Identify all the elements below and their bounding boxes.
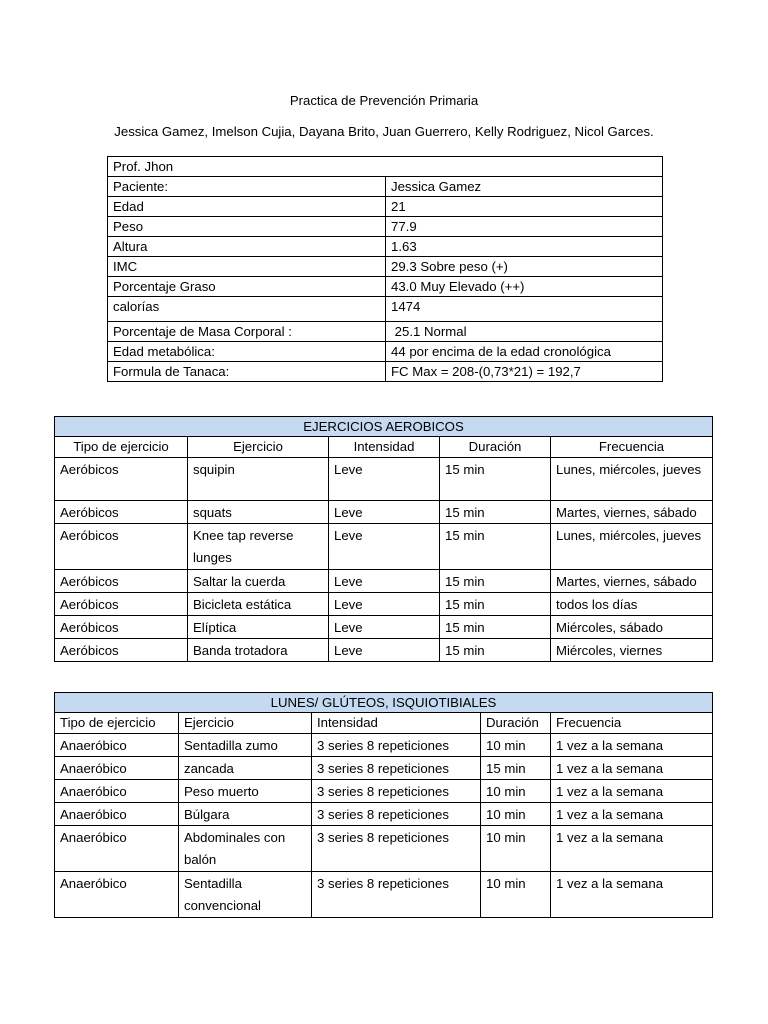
cell-exercise: Elíptica	[188, 616, 329, 639]
cell-duration: 15 min	[440, 616, 551, 639]
row-label: Altura	[108, 237, 386, 257]
table-row	[55, 780, 713, 803]
table-row	[55, 734, 713, 757]
cell-exercise: Sentadilla zumo	[179, 734, 312, 757]
cell-intensity: Leve	[329, 524, 440, 570]
cell-intensity: Leve	[329, 570, 440, 593]
table-row	[108, 217, 663, 237]
cell-type: Anaeróbico	[55, 872, 179, 918]
cell-intensity: Leve	[329, 593, 440, 616]
row-value: 77.9	[386, 217, 663, 237]
cell-exercise: squipin	[188, 458, 329, 501]
row-value: 1474	[386, 297, 663, 322]
cell-exercise: Bicicleta estática	[188, 593, 329, 616]
table-row	[55, 524, 713, 570]
column-header: Frecuencia	[551, 713, 713, 734]
table-row	[55, 616, 713, 639]
cell-frequency: 1 vez a la semana	[551, 757, 713, 780]
column-header: Frecuencia	[551, 437, 713, 458]
document-title: Practica de Prevención Primaria	[289, 93, 479, 108]
cell-intensity: 3 series 8 repeticiones	[312, 803, 481, 826]
cell-intensity: 3 series 8 repeticiones	[312, 734, 481, 757]
column-header: Ejercicio	[179, 713, 312, 734]
row-label: IMC	[108, 257, 386, 277]
cell-intensity: 3 series 8 repeticiones	[312, 826, 481, 872]
row-value: 29.3 Sobre peso (+)	[386, 257, 663, 277]
cell-intensity: Leve	[329, 639, 440, 662]
row-label: calorías	[108, 297, 386, 322]
table-row	[108, 157, 663, 177]
cell-exercise: Knee tap reverse lunges	[188, 524, 329, 570]
table-row	[108, 237, 663, 257]
cell-duration: 15 min	[440, 458, 551, 501]
cell-frequency: 1 vez a la semana	[551, 826, 713, 872]
cell-duration: 15 min	[440, 501, 551, 524]
cell-exercise: Banda trotadora	[188, 639, 329, 662]
cell-exercise: Peso muerto	[179, 780, 312, 803]
cell-intensity: Leve	[329, 501, 440, 524]
row-label: Paciente:	[108, 177, 386, 197]
cell-type: Anaeróbico	[55, 826, 179, 872]
row-label: Edad metabólica:	[108, 342, 386, 362]
cell-duration: 10 min	[481, 780, 551, 803]
column-header: Intensidad	[329, 437, 440, 458]
cell-frequency: 1 vez a la semana	[551, 780, 713, 803]
cell-duration: 15 min	[440, 570, 551, 593]
cell-exercise: Sentadilla convencional	[179, 872, 312, 918]
column-header: Intensidad	[312, 713, 481, 734]
row-label: Porcentaje de Masa Corporal :	[108, 322, 386, 342]
column-header-row	[55, 713, 713, 734]
table-row	[108, 322, 663, 342]
table-row	[108, 177, 663, 197]
cell-frequency: 1 vez a la semana	[551, 734, 713, 757]
cell-intensity: 3 series 8 repeticiones	[312, 780, 481, 803]
cell-frequency: Lunes, miércoles, jueves	[551, 524, 713, 570]
table-row	[55, 570, 713, 593]
cell-duration: 15 min	[481, 757, 551, 780]
cell-type: Aeróbicos	[55, 616, 188, 639]
table-row	[55, 639, 713, 662]
table-row	[108, 297, 663, 322]
cell-type: Aeróbicos	[55, 593, 188, 616]
column-header: Duración	[481, 713, 551, 734]
aerobic-exercises-table	[54, 416, 713, 662]
table-row	[55, 757, 713, 780]
table-row	[108, 362, 663, 382]
column-header: Tipo de ejercicio	[55, 437, 188, 458]
cell-intensity: 3 series 8 repeticiones	[312, 757, 481, 780]
cell-duration: 10 min	[481, 734, 551, 757]
cell-duration: 10 min	[481, 872, 551, 918]
cell-type: Aeróbicos	[55, 639, 188, 662]
column-header-row	[55, 437, 713, 458]
column-header: Ejercicio	[188, 437, 329, 458]
row-label: Porcentaje Graso	[108, 277, 386, 297]
table-row	[55, 593, 713, 616]
row-value: 1.63	[386, 237, 663, 257]
aerobic-table-title: EJERCICIOS AEROBICOS	[55, 417, 713, 437]
cell-type: Anaeróbico	[55, 734, 179, 757]
cell-exercise: Abdominales con balón	[179, 826, 312, 872]
professor-cell: Prof. Jhon	[108, 157, 663, 177]
cell-type: Aeróbicos	[55, 501, 188, 524]
cell-duration: 10 min	[481, 826, 551, 872]
cell-type: Aeróbicos	[55, 570, 188, 593]
row-value: Jessica Gamez	[386, 177, 663, 197]
authors-line: Jessica Gamez, Imelson Cujia, Dayana Brito, Juan Guerrero, Kelly Rodriguez, Nicol Garces.	[114, 124, 654, 139]
cell-type: Anaeróbico	[55, 780, 179, 803]
cell-exercise: zancada	[179, 757, 312, 780]
row-value: 21	[386, 197, 663, 217]
row-value: FC Max = 208-(0,73*21) = 192,7	[386, 362, 663, 382]
table-row	[55, 803, 713, 826]
table-header-row	[55, 417, 713, 437]
cell-type: Anaeróbico	[55, 757, 179, 780]
cell-frequency: Miércoles, sábado	[551, 616, 713, 639]
cell-frequency: 1 vez a la semana	[551, 803, 713, 826]
column-header: Duración	[440, 437, 551, 458]
cell-intensity: Leve	[329, 458, 440, 501]
row-value: 43.0 Muy Elevado (++)	[386, 277, 663, 297]
table-header-row	[55, 693, 713, 713]
cell-frequency: Lunes, miércoles, jueves	[551, 458, 713, 501]
cell-duration: 10 min	[481, 803, 551, 826]
cell-duration: 15 min	[440, 593, 551, 616]
cell-frequency: Miércoles, viernes	[551, 639, 713, 662]
row-label: Edad	[108, 197, 386, 217]
table-row	[55, 872, 713, 918]
table-row	[108, 197, 663, 217]
anaerobic-table-title: LUNES/ GLÚTEOS, ISQUIOTIBIALES	[55, 693, 713, 713]
cell-type: Anaeróbico	[55, 803, 179, 826]
cell-frequency: todos los días	[551, 593, 713, 616]
table-row	[108, 257, 663, 277]
patient-table	[107, 156, 663, 382]
cell-frequency: 1 vez a la semana	[551, 872, 713, 918]
cell-intensity: 3 series 8 repeticiones	[312, 872, 481, 918]
row-label: Peso	[108, 217, 386, 237]
table-row	[108, 342, 663, 362]
table-row	[55, 458, 713, 501]
anaerobic-exercises-table	[54, 692, 713, 918]
cell-exercise: Búlgara	[179, 803, 312, 826]
table-row	[55, 826, 713, 872]
cell-frequency: Martes, viernes, sábado	[551, 501, 713, 524]
cell-intensity: Leve	[329, 616, 440, 639]
column-header: Tipo de ejercicio	[55, 713, 179, 734]
cell-duration: 15 min	[440, 524, 551, 570]
table-row	[108, 277, 663, 297]
row-value: 44 por encima de la edad cronológica	[386, 342, 663, 362]
cell-type: Aeróbicos	[55, 524, 188, 570]
cell-frequency: Martes, viernes, sábado	[551, 570, 713, 593]
row-label: Formula de Tanaca:	[108, 362, 386, 382]
cell-exercise: squats	[188, 501, 329, 524]
row-value: 25.1 Normal	[386, 322, 663, 342]
cell-type: Aeróbicos	[55, 458, 188, 501]
table-row	[55, 501, 713, 524]
cell-duration: 15 min	[440, 639, 551, 662]
cell-exercise: Saltar la cuerda	[188, 570, 329, 593]
